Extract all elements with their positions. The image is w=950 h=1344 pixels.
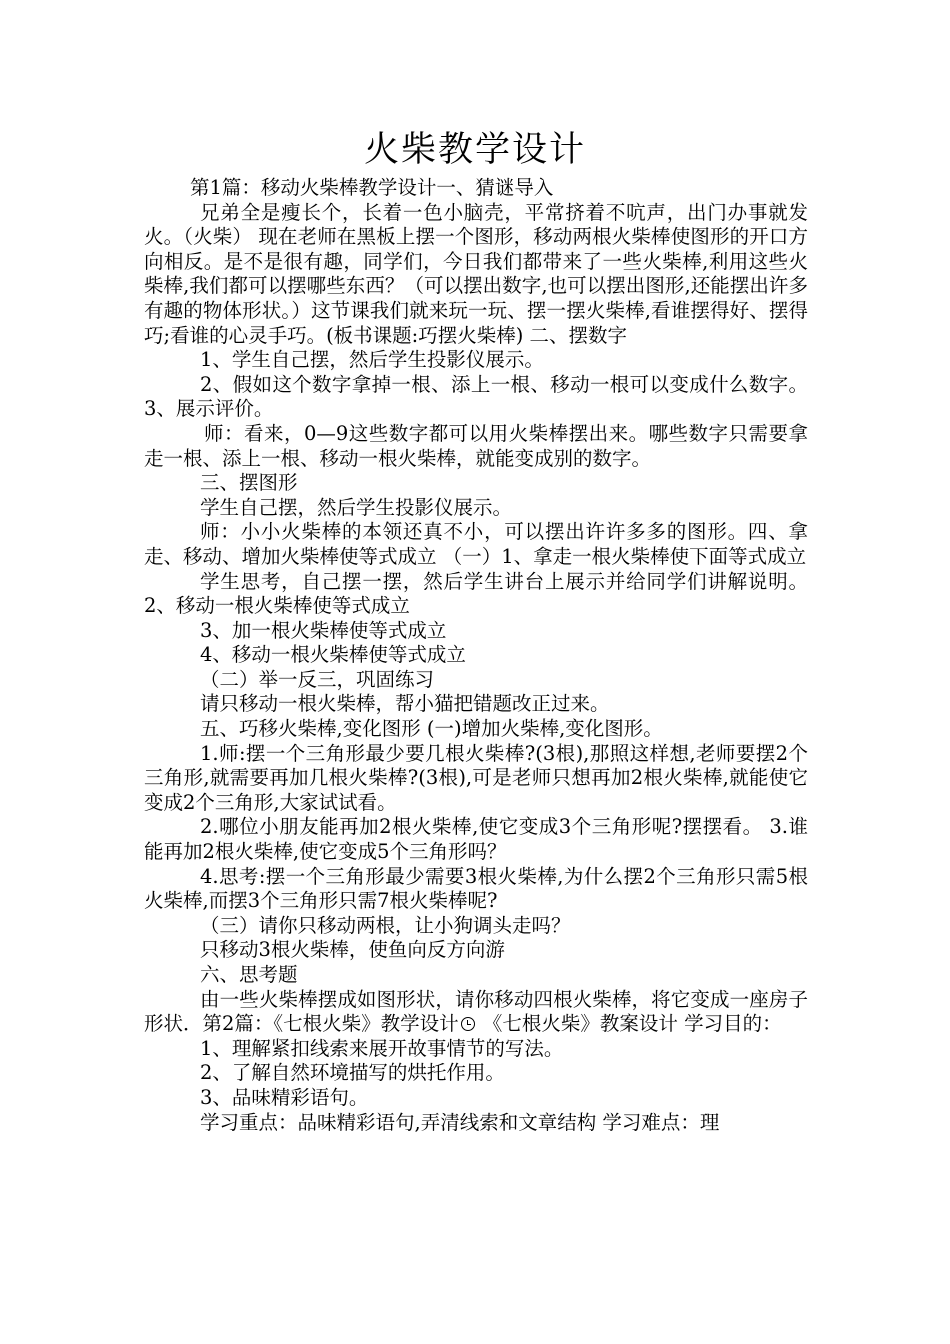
paragraph: 六、思考题 (200, 963, 298, 986)
paragraph: 2.哪位小朋友能再加2根火柴棒,使它变成3个三角形呢?摆摆看。 3.谁能再加2根火柴棒,使它变成5个三角形吗？ (144, 815, 808, 864)
paragraph: 2、假如这个数字拿掉一根、添上一根、移动一根可以变成什么数字。 3、展示评价。 (144, 372, 808, 421)
paragraph: 兄弟全是瘦长个，长着一色小脑壳，平常挤着不吭声，出门办事就发火。（火柴） 现在老师在黑板上摆一个图形，移动两根火柴棒使图形的开口方向相反。是不是很有趣，同学们，今日我们都带来了一些火柴棒,利用这些火柴棒,我们都可以摆哪些东西？（可以摆出数字,也可以摆出图形,还能摆出许多有趣的物体形状。）这节课我们就来玩一玩、摆一摆火柴棒,看谁摆得好、摆得巧;看谁的心灵手巧。(板书课题:巧摆火柴棒) 二、摆数字 (144, 200, 808, 347)
paragraph: 第1篇：移动火柴棒教学设计一、猜谜导入 (190, 176, 554, 199)
paragraph: 3、品味精彩语句。 (200, 1085, 369, 1109)
paragraph: 1、学生自己摆，然后学生投影仪展示。 (200, 348, 544, 372)
paragraph: 请只移动一根火柴棒，帮小猫把错题改正过来。 (200, 692, 610, 716)
paragraph-text: 由一些火柴棒摆成如图形状，请你移动四根火柴棒，将它变成一座房子形状．第2篇：《七根火柴》教学设计 (144, 987, 808, 1036)
paragraph: 五、巧移火柴棒,变化图形 (一)增加火柴棒,变化图形。 (200, 717, 663, 741)
paragraph: 师：看来，0—9这些数字都可以用火柴棒摆出来。哪些数字只需要拿走一根、添上一根、移动一根火柴棒，就能变成别的数字。 (144, 421, 808, 470)
paragraph: （三）请你只移动两根，让小狗调头走吗？ (200, 913, 571, 937)
paragraph: 只移动3根火柴棒，使鱼向反方向游 (200, 938, 505, 962)
paragraph: 学习重点：品味精彩语句,弄清线索和文章结构 学习难点：理 (200, 1110, 720, 1134)
paragraph: 学生自己摆，然后学生投影仪展示。 (200, 495, 513, 519)
paragraph: 三、摆图形 (200, 471, 298, 495)
paragraph: 4、移动一根火柴棒使等式成立 (200, 643, 466, 667)
document-body (144, 176, 808, 1135)
paragraph: 2、了解自然环境描写的烘托作用。 (200, 1061, 505, 1085)
paragraph: 4.思考:摆一个三角形最少需要3根火柴棒,为什么摆2个三角形只需5根火柴棒,而摆3个三角形只需7根火柴棒呢? (144, 864, 808, 913)
paragraph: 师：小小火柴棒的本领还真不小，可以摆出许许多多的图形。四、拿走、移动、增加火柴棒使等式成立 （一）1、拿走一根火柴棒使下面等式成立 (144, 520, 808, 568)
paragraph: 1.师:摆一个三角形最少要几根火柴棒?(3根),那照这样想,老师要摆2个三角形,就需要再加几根火柴棒?(3根),可是老师只想再加2根火柴棒,就能使它变成2个三角形,大家试试看。 (144, 741, 808, 814)
clock-icon (461, 1017, 475, 1031)
paragraph: 1、理解紧扣线索来展开故事情节的写法。 (200, 1036, 564, 1060)
paragraph: 3、加一根火柴棒使等式成立 (200, 618, 447, 642)
paragraph (144, 988, 808, 1037)
paragraph: （二）举一反三，巩固练习 (200, 667, 435, 691)
paragraph-text: 《七根火柴》教案设计 学习目的： (476, 1012, 782, 1036)
paragraph: 学生思考，自己摆一摆，然后学生讲台上展示并给同学们讲解说明。 2、移动一根火柴棒使等式成立 (144, 569, 808, 618)
document-title: 火柴教学设计 (363, 130, 586, 170)
